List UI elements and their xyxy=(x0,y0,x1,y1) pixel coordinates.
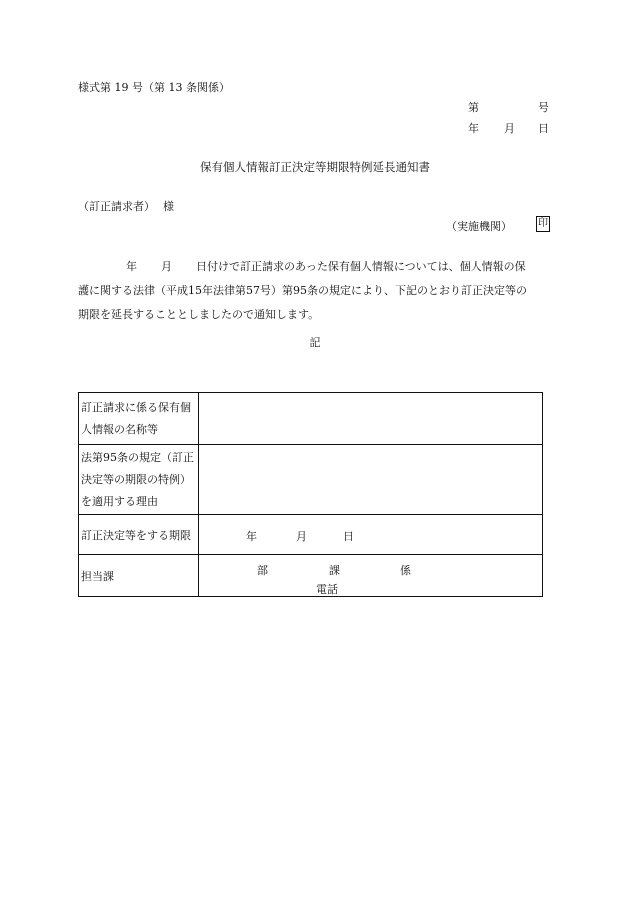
row-label-line: 決定等の期限の特例） xyxy=(81,472,191,486)
notice-body xyxy=(78,255,550,327)
row-label-reason xyxy=(79,445,199,515)
date-day: 日 xyxy=(538,122,549,135)
table-row xyxy=(79,515,543,555)
row-label-deadline: 訂正決定等をする期限 xyxy=(79,515,199,555)
department-ka: 課 xyxy=(329,563,340,577)
body-line-1-rest: 日付けで訂正請求のあった保有個人情報については、個人情報の保 xyxy=(196,260,526,273)
document-title: 保有個人情報訂正決定等期限特例延長通知書 xyxy=(200,160,430,174)
date-year: 年 xyxy=(468,122,479,135)
value-name-cell[interactable] xyxy=(199,393,543,445)
row-label-line: を適用する理由 xyxy=(81,494,158,508)
deadline-year: 年 xyxy=(246,529,257,543)
body-line-3: 期限を延長することとしましたので通知します。 xyxy=(78,308,320,321)
recipient-honorific: 様 xyxy=(163,200,174,213)
agency-label: （実施機関） xyxy=(446,220,512,233)
form-number: 様式第 19 号（第 13 条関係） xyxy=(78,81,230,94)
details-table xyxy=(78,392,543,597)
row-label-department: 担当課 xyxy=(79,555,199,597)
ki-heading: 記 xyxy=(309,336,321,349)
row-label-line: 訂正請求に係る保有個 xyxy=(81,400,191,414)
value-reason-cell[interactable] xyxy=(199,445,543,515)
body-year: 年 xyxy=(126,260,137,273)
recipient-label: （訂正請求者） xyxy=(78,200,155,213)
body-month: 月 xyxy=(161,260,172,273)
seal-mark: 印 xyxy=(538,218,548,229)
body-line-2: 護に関する法律（平成15年法律第57号）第95条の規定により、下記のとおり訂正決定等の xyxy=(78,284,527,297)
row-label-name xyxy=(79,393,199,445)
body-line-1 xyxy=(78,255,550,279)
row-label-line: 法第95条の規定（訂正 xyxy=(81,450,194,464)
department-tel: 電話 xyxy=(316,582,338,596)
notice-number-suffix: 号 xyxy=(538,101,549,114)
deadline-day: 日 xyxy=(343,529,354,543)
table-row xyxy=(79,445,543,515)
table-row xyxy=(79,393,543,445)
seal-box xyxy=(536,216,550,232)
row-label-line: 人情報の名称等 xyxy=(81,422,158,436)
date-month: 月 xyxy=(504,122,515,135)
notice-number-prefix: 第 xyxy=(468,101,479,114)
value-deadline-cell[interactable] xyxy=(199,515,543,555)
table-row xyxy=(79,555,543,597)
department-bu: 部 xyxy=(257,563,268,577)
department-kakari: 係 xyxy=(400,563,411,577)
value-department-cell[interactable] xyxy=(199,555,543,597)
deadline-month: 月 xyxy=(296,529,307,543)
